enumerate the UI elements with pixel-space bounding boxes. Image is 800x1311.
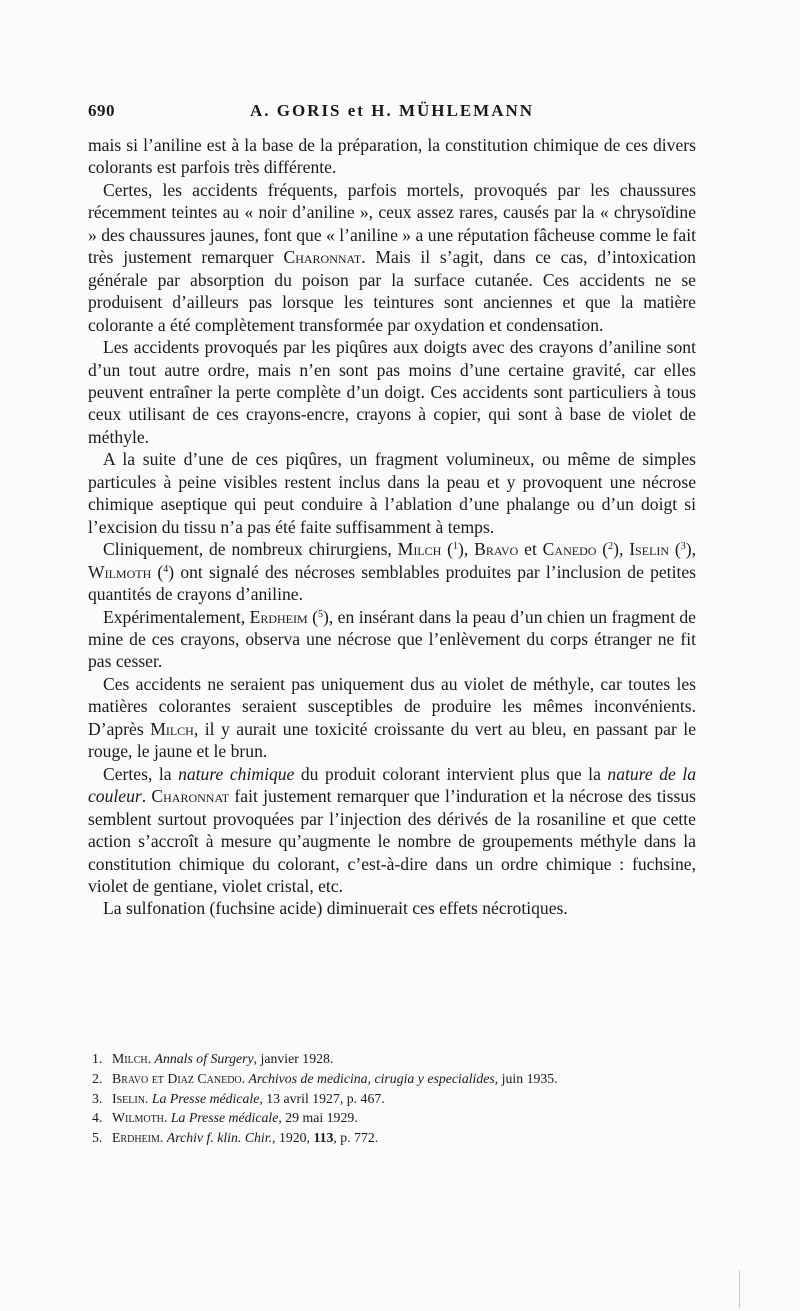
paragraph-2-text-a: Certes, les accidents fréquents, parfois mortels, provoqués par les chaussures récemment teintes au « noir d’aniline », ceux assez rares, causés par la « chrysoïdine » des chaussures jaunes, font que « l’aniline » a une réputation fâcheuse comme le fait très justement remarquer	[88, 179, 696, 268]
paragraph-3: Les accidents provoqués par les piqûres aux doigts avec des crayons d’aniline sont d’un tout autre ordre, mais n’en sont pas moins d’une certaine gravité, car elles peuvent entraîner la perte complète d’un doigt. Ces accidents sont particuliers à tous ceux utilisant de ces crayons-encre, crayons à copier, qui sont à base de violet de méthyle.	[88, 337, 696, 447]
paragraph-6: Expérimentalement, Erdheim ($^5$), en insérant dans la peau d’un chien un fragment de mine de ces crayons, observa une nécrose que l’enlèvement du corps étranger ne fit pas cesser.	[88, 606, 696, 672]
footnote-author: Wilmoth.	[112, 1110, 168, 1126]
paragraph-8-text-b: du produit colorant intervient plus que la	[294, 763, 608, 784]
paragraph-4: A la suite d’une de ces piqûres, un fragment volumineux, ou même de simples particules à peine visibles restent inclus dans la peau et y provoquent une nécrose chimique aseptique qui peut conduire à l’ablation d’une phalange ou d’un doigt si l’excision du tissu n’a pas été faite suffisamment à temps.	[88, 449, 696, 537]
page-number: 690	[88, 101, 115, 120]
footnote-number: 1.	[92, 1051, 103, 1066]
italic-nature-couleur: nature de la couleur	[88, 763, 697, 807]
author-name-iselin: Iselin	[629, 539, 670, 560]
footnote-volume: 113	[313, 1130, 334, 1146]
paragraph-5-text-a: Cliniquement, de nombreux chirurgiens,	[103, 539, 398, 560]
paragraph-8-text-c: .	[141, 786, 152, 807]
footnote-details: , juin 1935.	[494, 1070, 558, 1086]
paragraph-5: Cliniquement, de nombreux chirurgiens, Milch ($^1$), Bravo et Canedo ($^2$), Iselin ($^3$), Wilmoth ($^4$) ont signalé des nécroses semblables produites par l’inclusion de petites quantités de crayons d’aniline.	[88, 539, 697, 605]
footnote-details: , 1920,	[272, 1130, 314, 1146]
author-name-milch: Milch	[397, 539, 442, 560]
footnote-title: Annals of Surgery	[154, 1051, 254, 1066]
author-name-charonnat: Charonnat	[151, 786, 230, 807]
paragraph-5-text-b: ,	[463, 539, 475, 560]
footnote-4	[92, 1108, 696, 1128]
footnote-ref-3[interactable]: 3	[680, 541, 686, 553]
paragraph-6-text-a: Expérimentalement,	[103, 606, 250, 627]
paragraph-5-text-d: ,	[618, 539, 630, 560]
paragraph-7-text-a: Ces accidents ne seraient pas uniquement dus au violet de méthyle, car toutes les matières colorantes seraient susceptibles de produire les mêmes inconvénients. D’après	[88, 673, 696, 739]
footnote-ref-5[interactable]: 5	[317, 608, 323, 620]
footnote-2	[92, 1069, 696, 1089]
paragraph-2	[88, 179, 696, 336]
footnote-details: , 29 mai 1929.	[278, 1110, 358, 1126]
author-name-milch: Milch	[150, 718, 194, 739]
footnote-title: Archivos de medicina, cirugia y especialides	[248, 1070, 495, 1086]
footnote-details: , 13 avril 1927, p. 467.	[259, 1090, 385, 1106]
paragraph-2-text-b: . Mais il s’agit, dans ce cas, d’intoxication générale par absorption du poison par la surface cutanée. Ces accidents ne se produisent d’ailleurs pas lorsque les teintures sont anciennes et que la matière colorante a été complètement transformée par oxydation et condensation.	[88, 247, 696, 335]
margin-scan-mark	[739, 1270, 740, 1308]
paragraph-9: La sulfonation (fuchsine acide) diminuerait ces effets nécrotiques.	[103, 898, 568, 919]
footnote-number: 2.	[92, 1070, 103, 1086]
footnote-details: , janvier 1928.	[253, 1051, 334, 1066]
footnote-title: La Presse médicale	[151, 1090, 260, 1106]
footnote-title: Archiv f. klin. Chir.	[166, 1130, 273, 1146]
footnote-ref-4[interactable]: 4	[163, 563, 169, 575]
paragraph-8	[88, 763, 696, 898]
paragraph-7-text-b: , il y aurait une toxicité croissante du vert au bleu, en passant par le rouge, le jaune et le brun.	[88, 718, 697, 762]
footnote-details-end: , p. 772.	[333, 1130, 379, 1146]
footnote-title: La Presse médicale	[170, 1110, 279, 1126]
paragraph-8-text-d: fait justement remarquer que l’induration et la nécrose des tissus semblent surtout provoquées par l’injection des dérivés de la rosaniline et que cette action s’accroît à mesure qu’augmente le nombre de groupements méthyle dans la constitution chimique du colorant, c’est-à-dire dans un ordre chimique : fuchsine, violet de gentiane, violet cristal, etc.	[88, 786, 696, 896]
footnote-1	[92, 1049, 696, 1069]
paragraph-7	[88, 673, 696, 763]
footnote-number: 3.	[92, 1090, 103, 1106]
paragraph-5-text-c: et	[518, 539, 543, 560]
footnote-5	[92, 1128, 696, 1148]
author-name-wilmoth: Wilmoth	[88, 561, 152, 582]
italic-nature-chimique: nature chimique	[178, 763, 295, 784]
body-text	[88, 134, 696, 920]
paragraph-1: mais si l’aniline est à la base de la préparation, la constitution chimique de ces divers colorants est parfois très différente.	[88, 135, 696, 178]
author-name-erdheim: Erdheim	[249, 606, 308, 627]
paragraph-6-text-b: , en insérant dans la peau d’un chien un fragment de mine de ces crayons, observa une nécrose que l’enlèvement du corps étranger ne fit pas cesser.	[88, 606, 696, 672]
author-name-bravo: Bravo	[474, 539, 519, 560]
footnotes	[92, 1049, 696, 1148]
page-header	[88, 101, 696, 125]
footnote-author: Erdheim.	[112, 1130, 164, 1146]
footnote-author: Milch.	[112, 1051, 152, 1066]
footnote-ref-1[interactable]: 1	[453, 541, 459, 553]
footnote-3	[92, 1089, 696, 1109]
paragraph-5-text-f: ont signalé des nécroses semblables produites par l’inclusion de petites quantités de crayons d’aniline.	[88, 561, 697, 605]
footnote-ref-2[interactable]: 2	[608, 541, 614, 553]
author-name-charonnat: Charonnat	[283, 247, 362, 268]
footnote-author: Bravo et Diaz Canedo.	[112, 1070, 246, 1086]
running-head: A. GORIS et H. MÜHLEMANN	[249, 101, 535, 120]
author-name-canedo: Canedo	[542, 539, 597, 560]
paragraph-8-text-a: Certes, la	[103, 763, 179, 784]
paragraph-5-text-e: ,	[691, 539, 697, 560]
footnote-number: 4.	[92, 1110, 103, 1126]
footnote-number: 5.	[92, 1130, 103, 1146]
footnote-author: Iselin.	[112, 1090, 149, 1106]
